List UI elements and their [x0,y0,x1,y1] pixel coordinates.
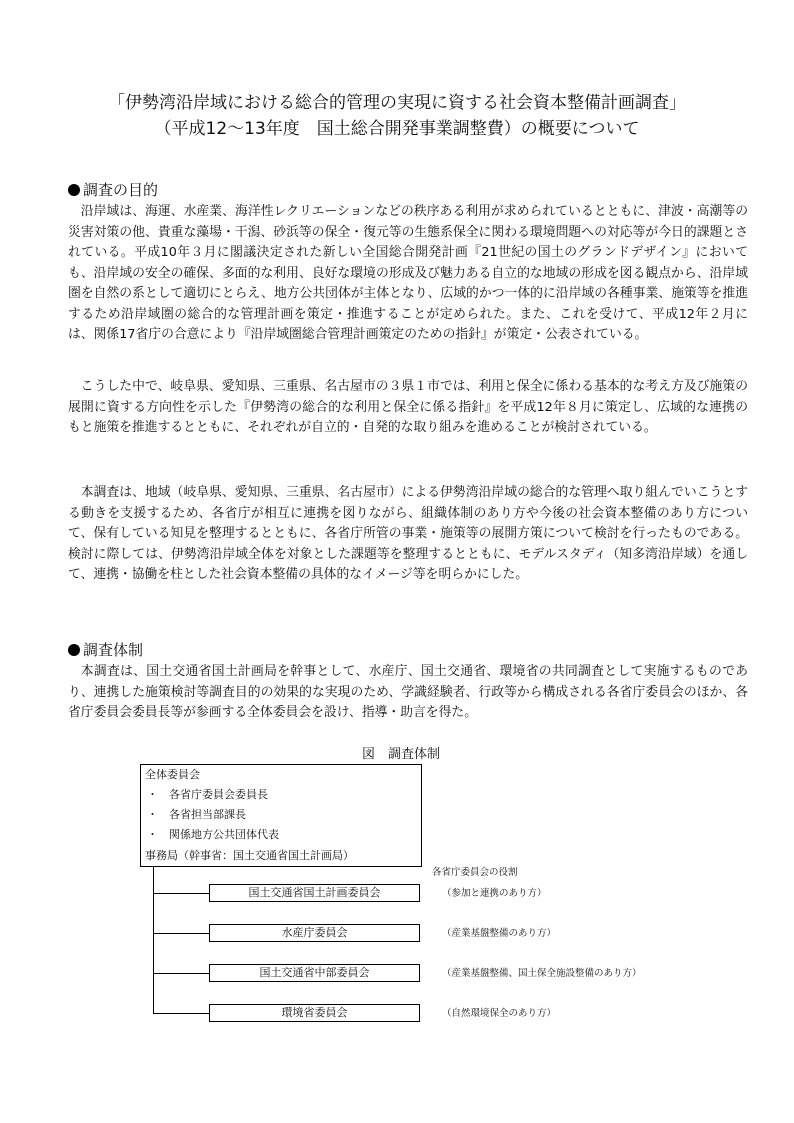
roles-header: 各省庁委員会の役割 [432,867,518,878]
committee-role: （産業基盤整備、国土保全施設整備のあり方） [442,968,642,979]
committee-box: 環境省委員会 [209,1004,420,1022]
committee-role: （参加と連携のあり方） [442,888,547,899]
section-heading-text: 調査の目的 [83,181,159,199]
bullet-dot-icon [68,184,80,196]
member-item: ・ 各省担当部課長 [147,808,246,821]
committee-role: （産業基盤整備のあり方） [442,928,557,939]
section-heading-structure [68,640,143,660]
committee-box: 国土交通省中部委員会 [209,964,420,982]
overall-committee-box [140,764,422,867]
section-heading-text: 調査体制 [83,641,144,659]
section-heading-purpose [68,180,158,200]
tree-connector-vertical [153,867,154,1014]
paragraph-purpose-3: 本調査は、地域（岐阜県、愛知県、三重県、名古屋市）による伊勢湾沿岸域の総合的な管理へ取り組んでいこうとする動きを支援するため、各省庁が相互に連携を図りながら、組織体制のあり方や今後の社会資本整備のあり方について、保有している知見を整理するとともに、各省庁所管の事業・施策等の展開方策について検討を行ったものである。検討に際しては、伊勢湾沿岸域全体を対象とした課題等を整理するとともに、モデルスタディ（知多湾沿岸域）を通して、連携・協働を柱とした社会資本整備の具体的なイメージ等を明らかにした。 [68,485,748,582]
committee-role: （自然環境保全のあり方） [442,1008,557,1019]
title-line-2: （平成12～13年度 国土総合開発事業調整費）の概要について [154,119,640,139]
committee-box: 国土交通省国土計画委員会 [209,884,420,902]
paragraph-structure: 本調査は、国土交通省国土計画局を幹事として、水産庁、国土交通省、環境省の共同調査として実施するものであり、連携した施策検討等調査目的の効果的な実現のため、学識経験者、行政等から構成される各省庁委員会のほか、各省庁委員会委員長等が参画する全体委員会を設け、指導・助言を得た。 [68,664,748,720]
committee-box: 水産庁委員会 [209,924,420,942]
tree-connector-branch [153,1013,209,1014]
tree-connector-branch [153,893,209,894]
member-item: ・ 関係地方公共団体代表 [147,828,279,841]
title-line-1: 「伊勢湾沿岸域における総合的管理の実現に資する社会資本整備計画調査」 [108,93,686,113]
document-title [60,90,734,142]
paragraph-purpose-2: こうした中で、岐阜県、愛知県、三重県、名古屋市の３県１市では、利用と保全に係わる基本的な考え方及び施策の展開に資する方向性を示した『伊勢湾の総合的な利用と保全に係る指針』を平成12年８月に策定し、広域的な連携のもと施策を推進するとともに、それぞれが自立的・自発的な取り組みを進めることが検討されている。 [68,379,748,435]
paragraph-purpose-1: 沿岸域は、海運、水産業、海洋性レクリエーションなどの秩序ある利用が求められているとともに、津波・高潮等の災害対策の他、貴重な藻場・干潟、砂浜等の保全・復元等の生態系保全に関わる環境問題への対応等が今日的課題とされている。平成10年３月に閣議決定された新しい全国総合開発計画『21世紀の国土のグランドデザイン』においても、沿岸域の安全の確保、多面的な利用、良好な環境の形成及び魅力ある自立的な地域の形成を図る観点から、沿岸域圏を自然の系として適切にとらえ、地方公共団体が主体となり、広域的かつ一体的に沿岸域の各種事業、施策等を推進するため沿岸域圏の総合的な管理計画を策定・推進することが定められた。また、これを受けて、平成12年２月には、関係17省庁の合意により『沿岸域圏総合管理計画策定のための指針』が策定・公表されている。 [68,204,748,342]
overall-committee-title: 全体委員会 [145,768,200,781]
figure-caption: 図 調査体制 [362,747,441,762]
bullet-dot-icon [68,644,80,656]
member-item: ・ 各省庁委員会委員長 [147,788,268,801]
tree-connector-branch [153,933,209,934]
secretariat-label: 事務局（幹事省：国土交通省国土計画局） [145,849,354,862]
tree-connector-branch [153,973,209,974]
